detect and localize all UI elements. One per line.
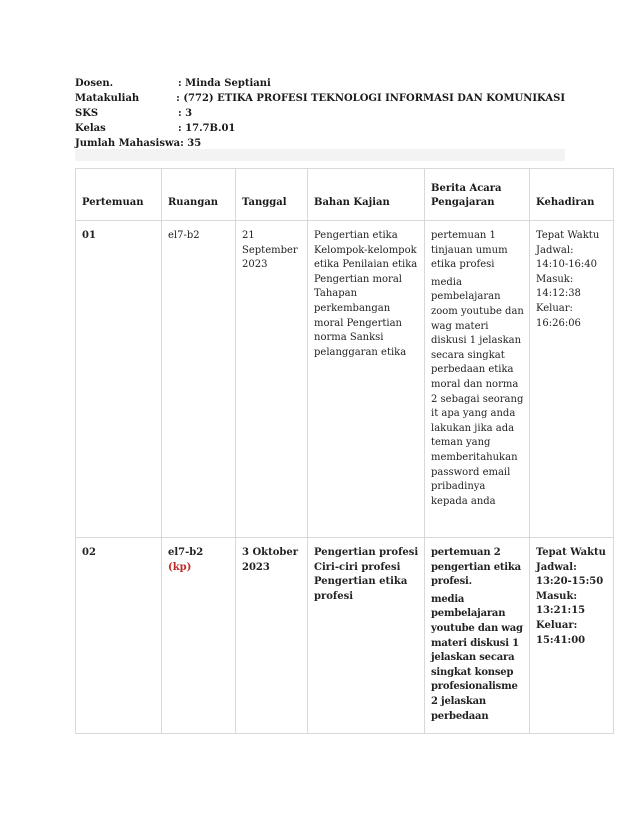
jadwal-value: 13:20-15:50: [536, 576, 604, 588]
jadwal-label: Jadwal:: [536, 561, 577, 573]
jadwal-value: 14:10-16:40: [536, 259, 598, 271]
sks-value: : 3: [178, 108, 193, 119]
cell-ruangan: [162, 221, 236, 538]
berita-detail: media pembelajaran zoom youtube dan wag materi diskusi 1 jelaskan secara singkat perbedaan etika moral dan norma 2 sebagai seorang it apa yang anda lakukan jika ada teman yang memberitahukan password email pribadinya kepada anda: [431, 276, 524, 507]
cell-tanggal: 21 September 2023: [236, 221, 308, 538]
cell-bahan-kajian: Pengertian etika Kelompok-kelompok etika Penilaian etika Pengertian moral Tahapan perkembangan moral Pengertian norma Sanksi pelanggaran etika: [308, 221, 425, 538]
info-kelas: [75, 121, 565, 136]
jadwal-label: Jadwal:: [536, 244, 574, 256]
kehadiran-status: Tepat Waktu: [536, 547, 606, 558]
dosen-value: : Minda Septiani: [178, 78, 271, 89]
cell-pertemuan: 01: [76, 221, 162, 538]
kelas-label: Kelas: [75, 123, 106, 134]
attendance-table: [75, 168, 614, 734]
berita-detail: media pembelajaran youtube dan wag materi diskusi 1 jelaskan secara singkat konsep profesionalisme 2 jelaskan perbedaan: [431, 593, 523, 722]
cell-berita-acara: [425, 221, 530, 538]
keluar-label: Keluar:: [536, 619, 578, 631]
masuk-label: Masuk:: [536, 590, 578, 602]
jumlah-label: Jumlah Mahasiswa: [75, 138, 181, 149]
masuk-value: 13:21:15: [536, 605, 586, 617]
cell-pertemuan: 02: [76, 538, 162, 734]
col-bahan-kajian: Bahan Kajian: [308, 169, 425, 221]
berita-intro: pertemuan 2 pengertian etika profesi.: [431, 547, 521, 588]
jumlah-value: : 35: [180, 138, 202, 149]
ruangan-value: el7-b2: [168, 547, 204, 558]
matakuliah-value: : (772) ETIKA PROFESI TEKNOLOGI INFORMASI DAN KOMUNIKASI: [176, 93, 565, 104]
keluar-label: Keluar:: [536, 302, 573, 314]
cell-kehadiran: [530, 221, 614, 538]
course-info: [75, 76, 565, 151]
ruangan-value: el7-b2: [168, 230, 200, 241]
dosen-label: Dosen.: [75, 78, 114, 89]
matakuliah-label: Matakuliah: [75, 93, 140, 104]
header-divider: [75, 149, 565, 161]
kelas-value: : 17.7B.01: [178, 123, 236, 134]
col-berita-acara: Berita Acara Pengajaran: [425, 169, 530, 221]
sks-label: SKS: [75, 108, 99, 119]
cell-tanggal: 3 Oktober 2023: [236, 538, 308, 734]
table-header-row: [76, 169, 614, 221]
masuk-label: Masuk:: [536, 273, 574, 285]
cell-bahan-kajian: Pengertian profesi Ciri-ciri profesi Pengertian etika profesi: [308, 538, 425, 734]
info-sks: [75, 106, 565, 121]
cell-ruangan: [162, 538, 236, 734]
info-matakuliah: [75, 91, 565, 106]
kehadiran-status: Tepat Waktu: [536, 230, 600, 241]
col-ruangan: Ruangan: [162, 169, 236, 221]
table-row: [76, 538, 614, 734]
cell-berita-acara: [425, 538, 530, 734]
cell-kehadiran: [530, 538, 614, 734]
ruangan-tag: (kp): [168, 561, 192, 573]
table-row: [76, 221, 614, 538]
berita-intro: pertemuan 1 tinjauan umum etika profesi: [431, 230, 508, 271]
col-pertemuan: Pertemuan: [76, 169, 162, 221]
col-tanggal: Tanggal: [236, 169, 308, 221]
keluar-value: 15:41:00: [536, 634, 586, 646]
col-kehadiran: Kehadiran: [530, 169, 614, 221]
keluar-value: 16:26:06: [536, 317, 581, 329]
info-dosen: [75, 76, 565, 91]
masuk-value: 14:12:38: [536, 288, 581, 300]
